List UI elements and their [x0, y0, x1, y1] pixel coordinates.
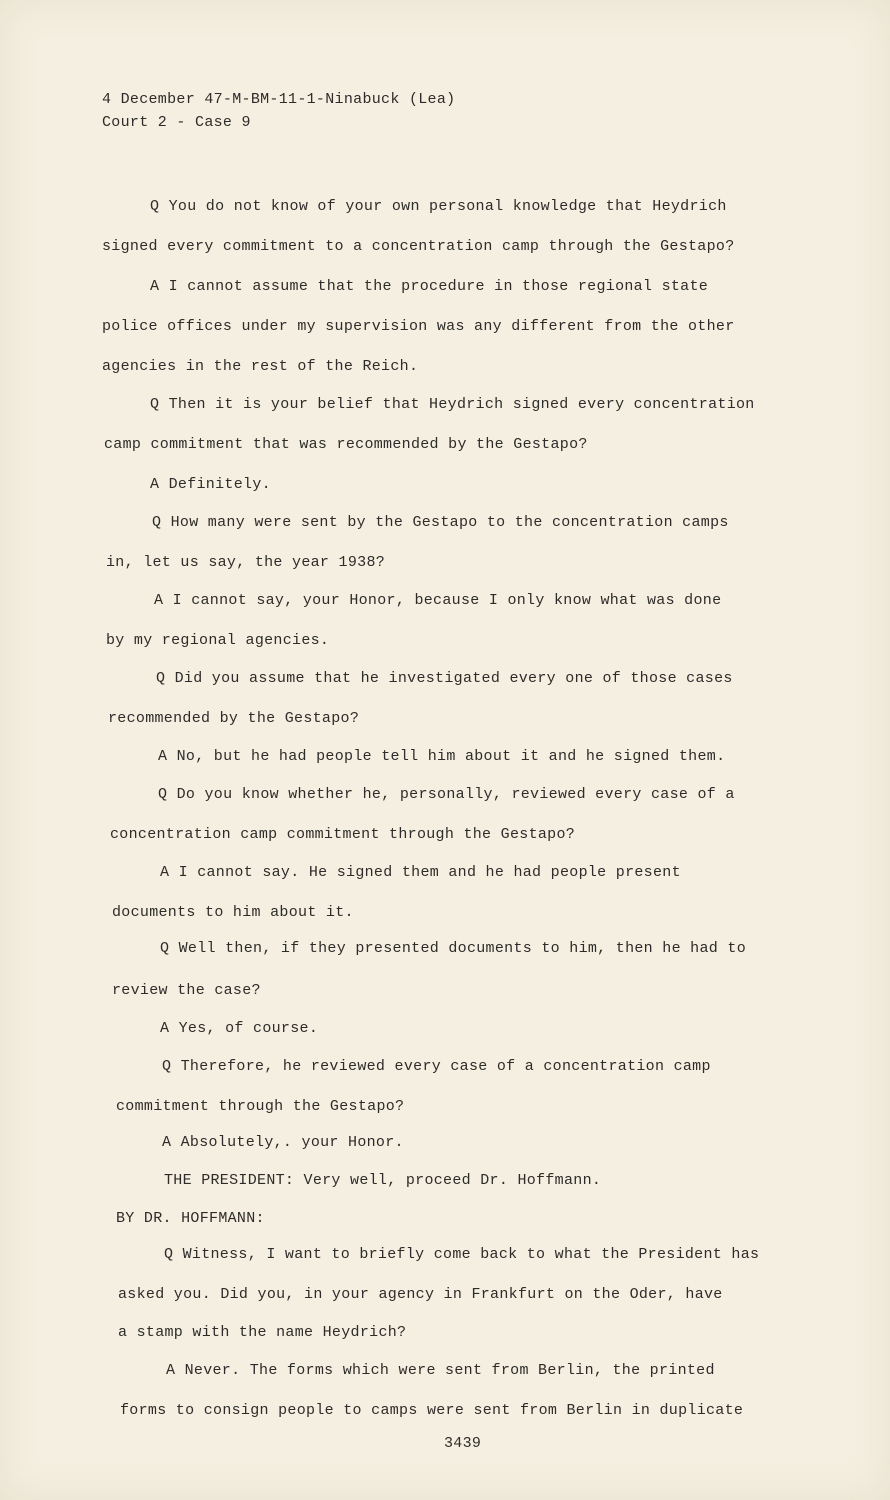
transcript-line: signed every commitment to a concentration camp through the Gestapo? [102, 238, 735, 255]
transcript-line: A I cannot say, your Honor, because I only know what was done [154, 592, 722, 609]
transcript-line: Q How many were sent by the Gestapo to the concentration camps [152, 514, 729, 531]
page-number: 3439 [444, 1435, 482, 1452]
transcript-line: Q Well then, if they presented documents to him, then he had to [160, 940, 746, 957]
transcript-line: A Definitely. [150, 476, 271, 493]
transcript-line: concentration camp commitment through the Gestapo? [110, 826, 576, 843]
transcript-line: A I cannot say. He signed them and he had people present [160, 864, 681, 881]
transcript-line: A Never. The forms which were sent from Berlin, the printed [166, 1362, 715, 1379]
transcript-line: police offices under my supervision was any different from the other [102, 318, 735, 335]
transcript-line: Q You do not know of your own personal knowledge that Heydrich [150, 198, 727, 215]
transcript-line: Q Then it is your belief that Heydrich signed every concentration [150, 396, 755, 413]
transcript-line: A Absolutely,. your Honor. [162, 1134, 404, 1151]
header-date-reference: 4 December 47-M-BM-11-1-Ninabuck (Lea) [102, 91, 456, 108]
transcript-line: review the case? [112, 982, 261, 999]
transcript-line: Q Witness, I want to briefly come back to what the President has [164, 1246, 760, 1263]
transcript-line: Q Did you assume that he investigated every one of those cases [156, 670, 733, 687]
transcript-line: commitment through the Gestapo? [116, 1098, 405, 1115]
transcript-line: A No, but he had people tell him about it and he signed them. [158, 748, 726, 765]
transcript-line: documents to him about it. [112, 904, 354, 921]
transcript-line: Q Do you know whether he, personally, reviewed every case of a [158, 786, 735, 803]
transcript-line: a stamp with the name Heydrich? [118, 1324, 407, 1341]
transcript-line: by my regional agencies. [106, 632, 330, 649]
transcript-line: recommended by the Gestapo? [108, 710, 360, 727]
transcript-line: A Yes, of course. [160, 1020, 319, 1037]
transcript-line: in, let us say, the year 1938? [106, 554, 386, 571]
transcript-line: A I cannot assume that the procedure in those regional state [150, 278, 709, 295]
transcript-line: forms to consign people to camps were sent from Berlin in duplicate [120, 1402, 744, 1419]
header-court-case: Court 2 - Case 9 [102, 114, 251, 131]
transcript-line: camp commitment that was recommended by the Gestapo? [104, 436, 588, 453]
document-header [102, 88, 455, 134]
transcript-line: THE PRESIDENT: Very well, proceed Dr. Hoffmann. [164, 1172, 602, 1189]
transcript-line: Q Therefore, he reviewed every case of a concentration camp [162, 1058, 711, 1075]
transcript-line: agencies in the rest of the Reich. [102, 358, 419, 375]
transcript-line: asked you. Did you, in your agency in Frankfurt on the Oder, have [118, 1286, 723, 1303]
transcript-line: BY DR. HOFFMANN: [116, 1210, 265, 1227]
